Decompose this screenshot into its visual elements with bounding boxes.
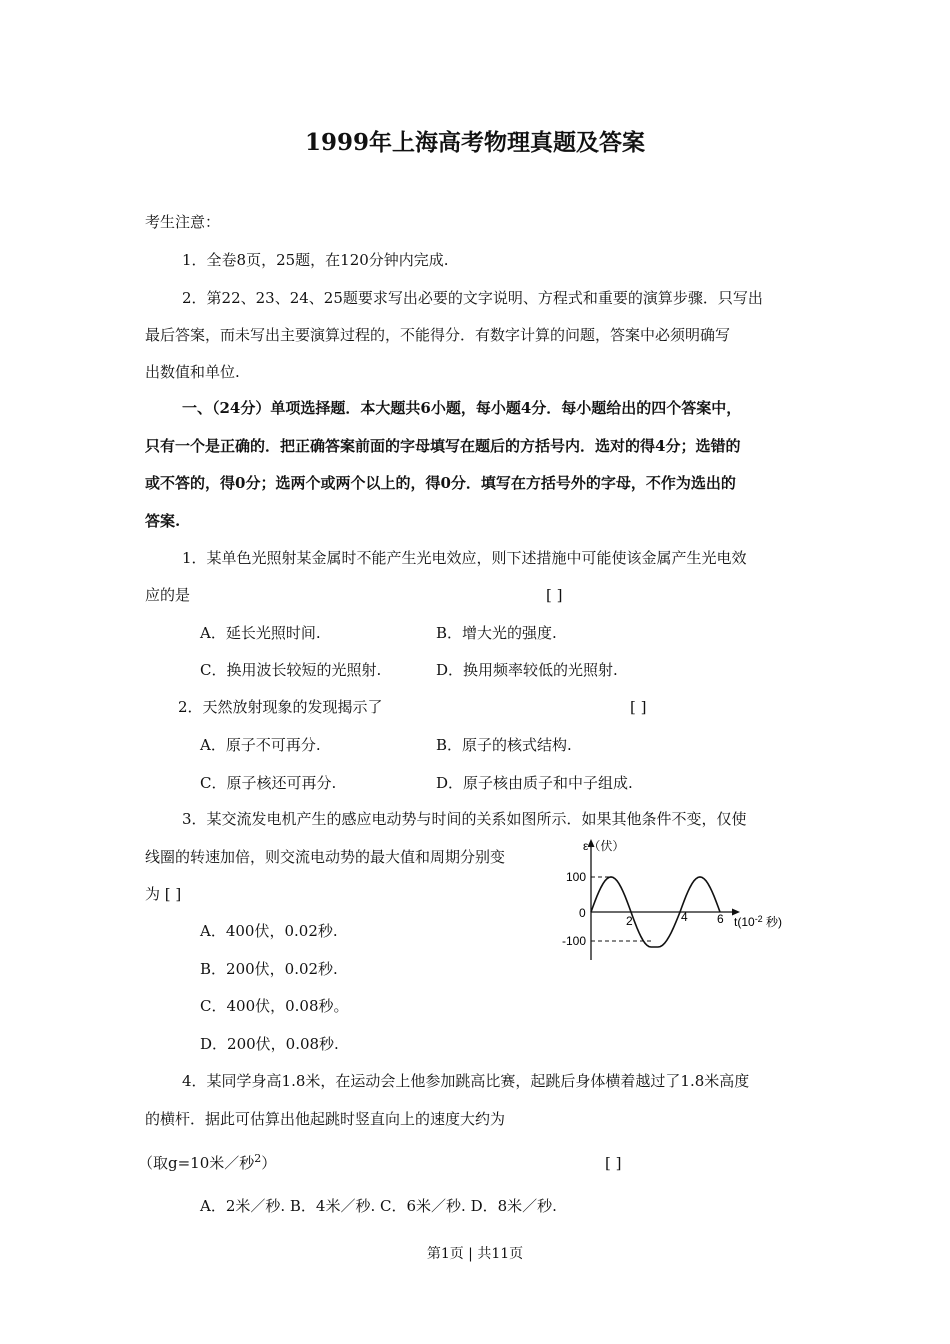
section1-line-4: 答案.: [145, 512, 181, 530]
emf-time-graph: [558, 836, 798, 964]
q1-option-b: B．增大光的强度.: [436, 624, 557, 642]
graph-x-tick-2: 2: [626, 914, 633, 928]
notice-item-2-line-3: 出数值和单位.: [145, 363, 240, 381]
page-title: 1999年上海高考物理真题及答案: [304, 129, 645, 156]
q4-answer-bracket: [ ]: [605, 1154, 622, 1172]
q3-option-c: C．400伏，0.08秒。: [200, 997, 349, 1015]
q3-stem-line-3: 为 [ ]: [145, 885, 182, 903]
notice-item-2-line-1: 2．第22、23、24、25题要求写出必要的文字说明、方程式和重要的演算步骤．只写出: [182, 289, 763, 307]
q1-option-d: D．换用频率较低的光照射.: [436, 661, 618, 679]
page-footer: 第1页 | 共11页: [426, 1246, 524, 1262]
q3-option-b: B．200伏，0.02秒.: [200, 960, 338, 978]
q3-option-d: D．200伏，0.08秒.: [200, 1035, 339, 1053]
notice-item-2-line-2: 最后答案，而未写出主要演算过程的，不能得分．有数字计算的问题，答案中必须明确写: [145, 326, 731, 344]
section1-line-3: 或不答的，得0分；选两个或两个以上的，得0分．填写在方括号外的字母，不作为选出的: [145, 474, 736, 492]
section1-line-2: 只有一个是正确的．把正确答案前面的字母填写在题后的方括号内．选对的得4分；选错的: [145, 437, 741, 455]
q4-stem-line-2: 的横杆．据此可估算出他起跳时竖直向上的速度大约为: [145, 1110, 506, 1128]
q1-stem-line-1: 1．某单色光照射某金属时不能产生光电效应，则下述措施中可能使该金属产生光电效: [182, 549, 747, 567]
q2-option-c: C．原子核还可再分.: [200, 774, 337, 792]
graph-origin-label: 0: [579, 906, 586, 920]
notice-item-1: 1．全卷8页，25题，在120分钟内完成.: [182, 251, 449, 269]
q2-option-a: A．原子不可再分.: [200, 736, 321, 754]
q2-answer-bracket: [ ]: [630, 698, 647, 716]
graph-y-min-label: -100: [562, 934, 587, 948]
q3-stem-line-1: 3．某交流发电机产生的感应电动势与时间的关系如图所示．如果其他条件不变，仅使: [182, 810, 747, 828]
notice-heading: 考生注意：: [145, 213, 221, 231]
q2-option-b: B．原子的核式结构.: [436, 736, 572, 754]
q4-stem-line-1: 4．某同学身高1.8米，在运动会上他参加跳高比赛，起跳后身体横着越过了1.8米高度: [182, 1072, 750, 1090]
q1-option-a: A．延长光照时间.: [200, 624, 321, 642]
graph-x-tick-6: 6: [717, 912, 724, 926]
q3-option-a: A．400伏，0.02秒.: [200, 922, 338, 940]
graph-x-label: $t(10^{-2}$ 秒): [734, 914, 783, 929]
q3-stem-line-2: 线圈的转速加倍，则交流电动势的最大值和周期分别变: [145, 848, 506, 866]
section1-line-1: 一、（24分）单项选择题．本大题共6小题，每小题4分．每小题给出的四个答案中，: [182, 399, 742, 417]
q2-stem: 2．天然放射现象的发现揭示了: [178, 698, 383, 716]
q1-option-c: C．换用波长较短的光照射.: [200, 661, 382, 679]
q4-options: A．2米／秒. B．4米／秒. C．6米／秒. D．8米／秒.: [200, 1197, 557, 1215]
graph-y-label: ε（伏）: [583, 839, 625, 853]
q1-stem-line-2: 应的是: [145, 586, 191, 604]
q2-option-d: D．原子核由质子和中子组成.: [436, 774, 633, 792]
graph-y-max-label: 100: [566, 870, 587, 884]
q4-hint: （取g=10米／秒$^2$）: [138, 1152, 277, 1172]
graph-x-tick-4: 4: [681, 910, 688, 924]
q1-answer-bracket: [ ]: [546, 586, 563, 604]
